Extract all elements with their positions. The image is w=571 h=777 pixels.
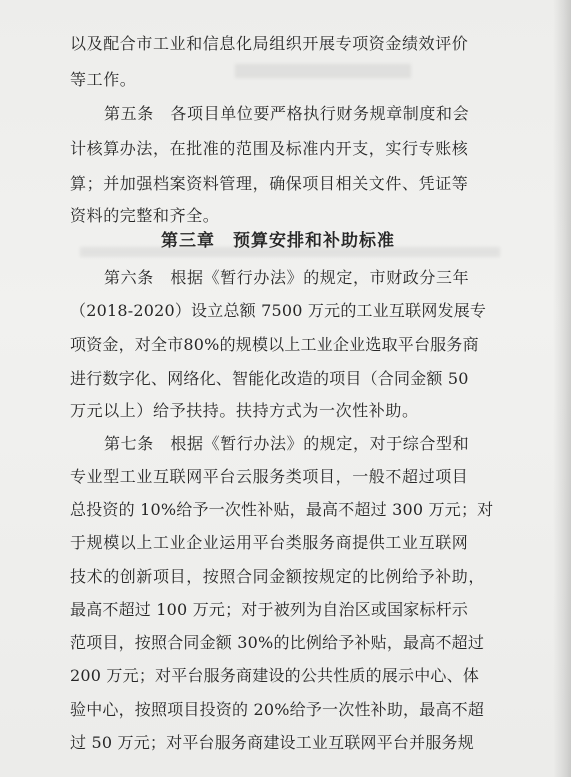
article-5-first-line: 第五条 各项目单位要严格执行财务规章制度和会 — [104, 104, 470, 123]
text-line: 进行数字化、网络化、智能化改造的项目（合同金额 50 — [70, 369, 469, 388]
text-line: 资料的完整和齐全。 — [70, 206, 220, 225]
text-line: 项资金，对全市80%的规模以上工业企业选取平台服务商 — [70, 335, 479, 354]
article-6-first-line: 第六条 根据《暂行办法》的规定，市财政分三年 — [104, 268, 470, 287]
text-line: 以及配合市工业和信息化局组织开展专项资金绩效评价 — [70, 34, 469, 53]
text-line: 过 50 万元；对平台服务商建设工业互联网平台并服务规 — [70, 733, 474, 752]
chapter-title: 预算安排和补助标准 — [233, 231, 395, 251]
text-line: 算；并加强档案资料管理，确保项目相关文件、凭证等 — [70, 174, 469, 193]
text-line: （2018-2020）设立总额 7500 万元的工业互联网发展专 — [70, 301, 487, 320]
text-line: 万元以上）给予扶持。扶持方式为一次性补助。 — [70, 401, 419, 420]
text-line: 等工作。 — [70, 70, 137, 89]
article-7-first-line: 第七条 根据《暂行办法》的规定，对于综合型和 — [104, 434, 470, 453]
text-line: 计核算办法，在批准的范围及标准内开支，实行专账核 — [70, 139, 469, 158]
text-line: 于规模以上工业企业运用平台类服务商提供工业互联网 — [70, 533, 469, 552]
text-line: 总投资的 10%给予一次性补贴，最高不超过 300 万元；对 — [70, 500, 494, 519]
text-line: 最高不超过 100 万元；对于被列为自治区或国家标杆示 — [70, 600, 469, 619]
text-line: 范项目，按照合同金额 30%的比例给予补贴，最高不超过 — [70, 633, 485, 652]
text-line: 技术的创新项目，按照合同金额按规定的比例给予补助， — [70, 567, 486, 586]
text-line: 专业型工业互联网平台云服务类项目，一般不超过项目 — [70, 467, 469, 486]
chapter-number: 第三章 — [161, 231, 215, 251]
text-line: 200 万元；对平台服务商建设的公共性质的展示中心、体 — [70, 666, 480, 685]
chapter-heading — [161, 230, 481, 252]
text-line: 验中心，按照项目投资的 20%给予一次性补助，最高不超 — [70, 700, 485, 719]
